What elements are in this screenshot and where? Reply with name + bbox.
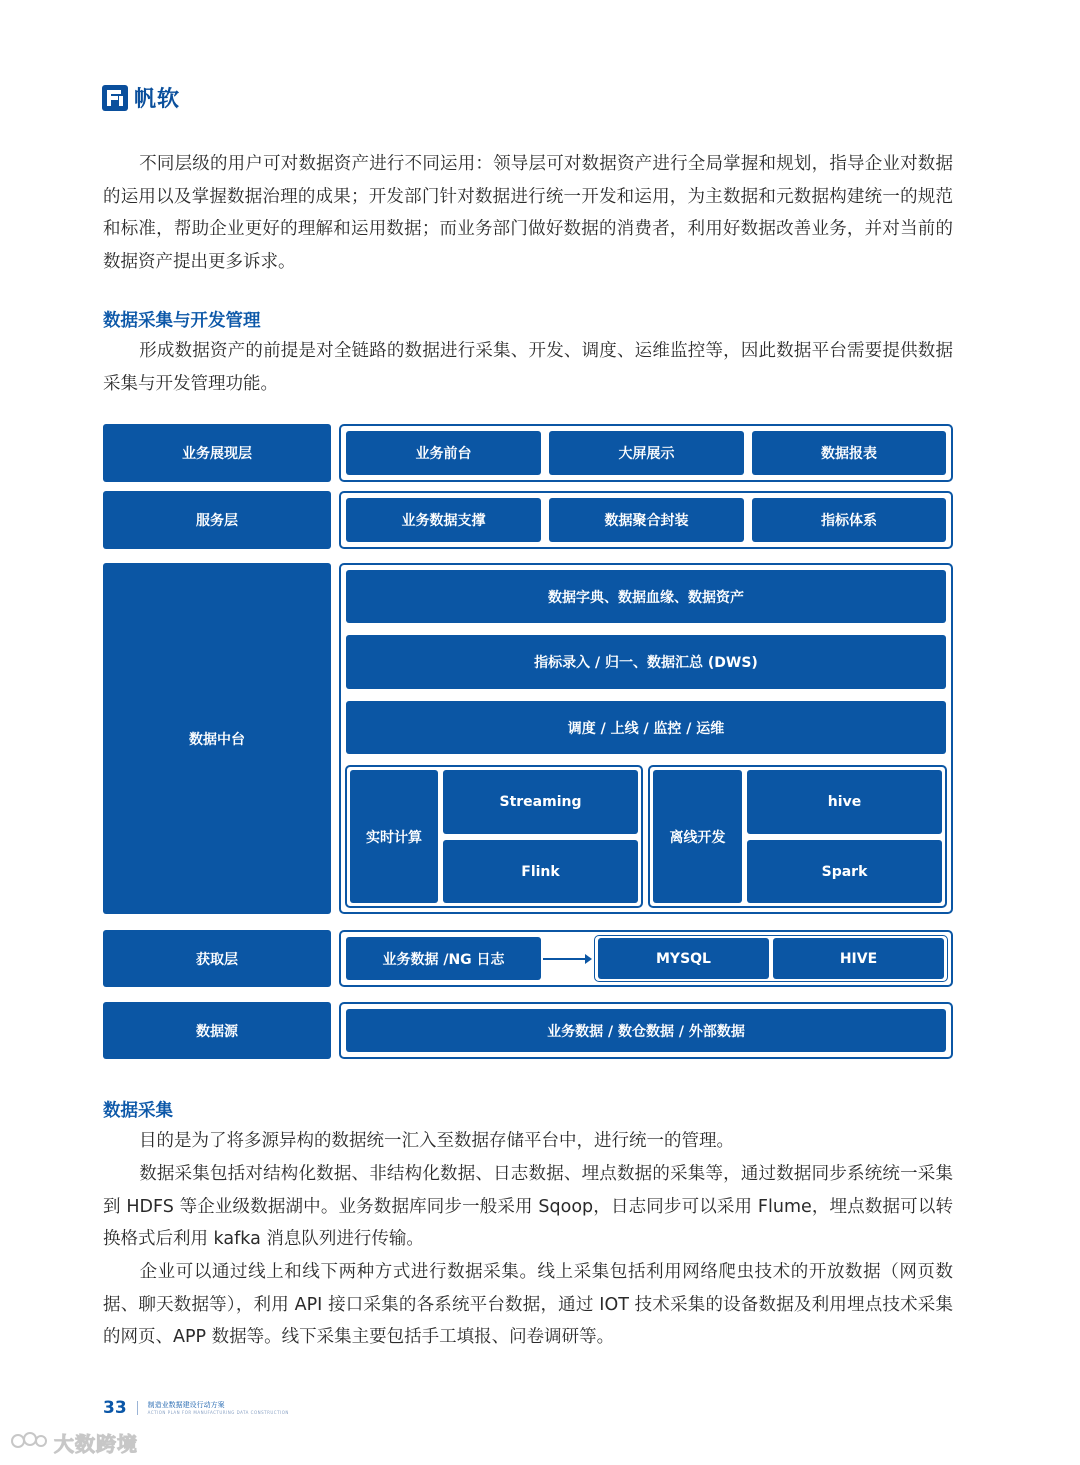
presentation-item: 业务前台 [346, 431, 541, 475]
footer-title: 制造业数据建设行动方案 [147, 1401, 225, 1409]
intro-paragraph: 不同层级的用户可对数据资产进行不同运用：领导层可对数据资产进行全局掌握和规划，指导企业对数据的运用以及掌握数据治理的成果；开发部门针对数据进行统一开发和运用，为主数据和元数据构建统一的规范和标准，帮助企业更好的理解和运用数据；而业务部门做好数据的消费者，利用好数据改善业务，并对当前的数据资产提出更多诉求。 [103, 154, 953, 273]
watermark [10, 1428, 138, 1457]
page-number: 33 [103, 1398, 127, 1418]
realtime-item-flink: Flink [443, 840, 638, 903]
acquisition-origin: 业务数据 /NG 日志 [346, 937, 541, 980]
page-footer [103, 1398, 289, 1418]
section1-paragraph: 形成数据资产的前提是对全链路的数据进行采集、开发、调度、运维监控等，因此数据平台需要提供数据采集与开发管理功能。 [103, 341, 953, 394]
footer-subtitle: ACTION PLAN FOR MANUFACTURING DATA CONSTRUCTION [147, 1410, 289, 1415]
offline-item-hive: hive [747, 770, 942, 834]
footer-divider [137, 1401, 138, 1415]
layer-service: 服务层 [103, 491, 331, 549]
section2-paragraph: 目的是为了将多源异构的数据统一汇入至数据存储平台中，进行统一的管理。 [139, 1131, 734, 1151]
service-item: 数据聚合封装 [549, 498, 744, 542]
offline-label: 离线开发 [653, 770, 742, 903]
realtime-item-streaming: Streaming [443, 770, 638, 834]
section-heading-collection: 数据采集 [103, 1101, 173, 1121]
section2-paragraph: 企业可以通过线上和线下两种方式进行数据采集。线上采集包括利用网络爬虫技术的开放数据（网页数据、聊天数据等），利用 API 接口采集的各系统平台数据，通过 IOT 技术采集的设备数据及利用埋点技术采集的网页、APP 数据等。线下采集主要包括手工填报、问卷调研等。 [103, 1262, 953, 1348]
service-item: 业务数据支撑 [346, 498, 541, 542]
brand-logo [102, 82, 180, 113]
platform-row-ops: 调度 / 上线 / 监控 / 运维 [346, 701, 946, 754]
brand-name: 帆软 [134, 87, 181, 112]
layer-acquisition: 获取层 [103, 930, 331, 987]
presentation-item: 大屏展示 [549, 431, 744, 475]
watermark-logo-icon [10, 1429, 48, 1457]
offline-item-spark: Spark [747, 840, 942, 903]
section-heading-collection-dev: 数据采集与开发管理 [103, 311, 261, 331]
service-item: 指标体系 [752, 498, 946, 542]
fanruan-logo-icon [102, 85, 128, 111]
acquisition-target-mysql: MYSQL [598, 938, 769, 979]
section2-paragraph: 数据采集包括对结构化数据、非结构化数据、日志数据、埋点数据的采集等，通过数据同步系统统一采集到 HDFS 等企业级数据湖中。业务数据库同步一般采用 Sqoop，日志同步可以采用 Flume，埋点数据可以转换格式后利用 kafka 消息队列进行传输。 [103, 1164, 953, 1250]
acquisition-target-hive: HIVE [773, 938, 944, 979]
watermark-text: 大数跨境 [54, 1432, 138, 1456]
architecture-diagram [103, 424, 953, 1060]
platform-row-metadata: 数据字典、数据血缘、数据资产 [346, 570, 946, 623]
source-item: 业务数据 / 数仓数据 / 外部数据 [346, 1009, 946, 1052]
presentation-item: 数据报表 [752, 431, 946, 475]
flow-arrow [543, 958, 590, 960]
layer-data-source: 数据源 [103, 1002, 331, 1059]
realtime-label: 实时计算 [350, 770, 438, 903]
footer-title-block [148, 1401, 289, 1415]
platform-row-metrics: 指标录入 / 归一、数据汇总 (DWS) [346, 635, 946, 689]
layer-presentation: 业务展现层 [103, 424, 331, 482]
layer-data-platform: 数据中台 [103, 563, 331, 914]
